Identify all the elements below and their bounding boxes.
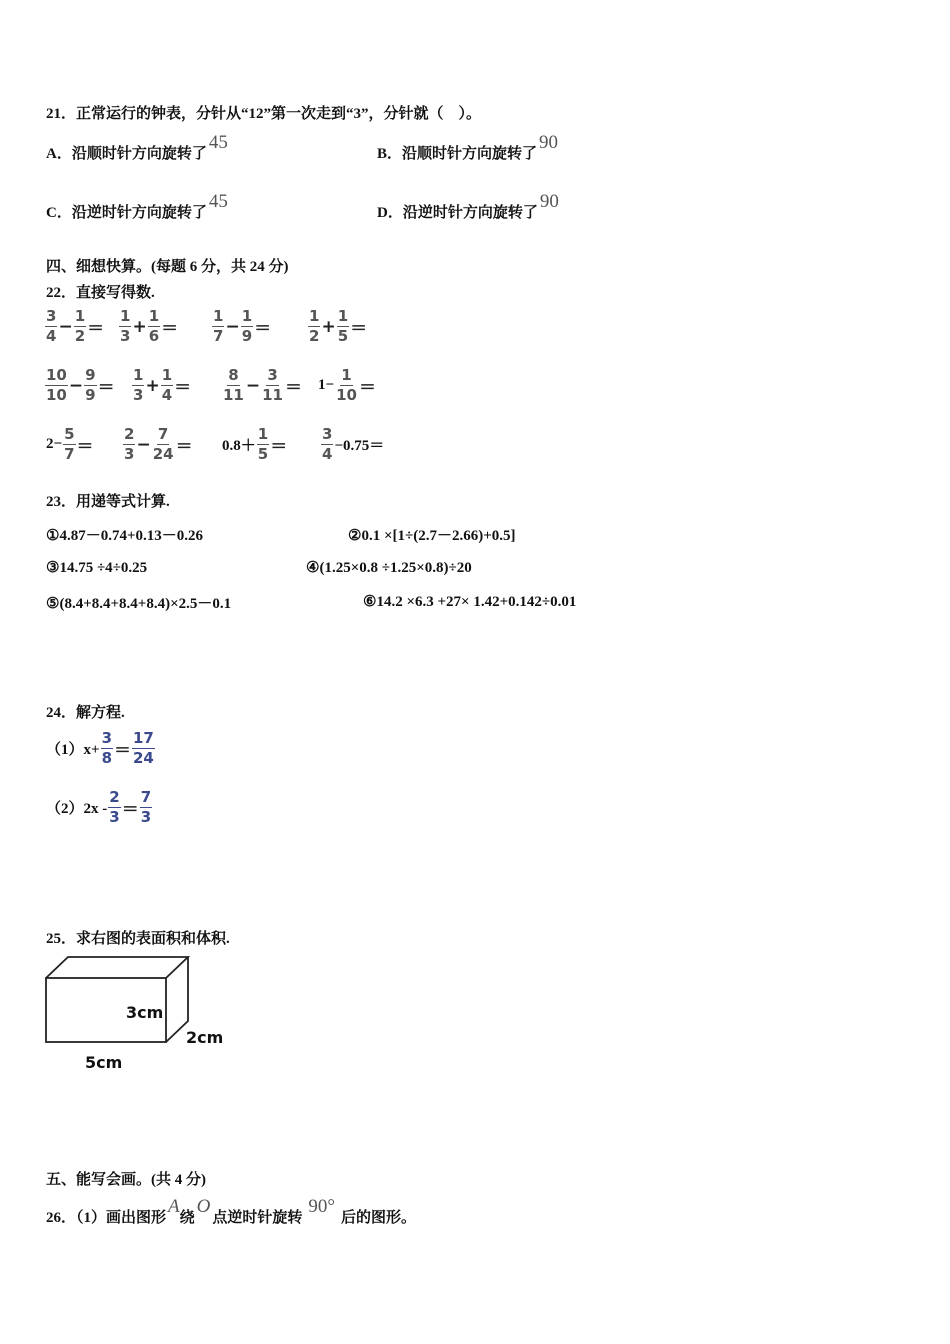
q23-item-6: ⑥14.2 ×6.3 +27× 1.42+0.142÷0.01 [363,594,577,610]
q24-equation-1: （1）x+ $\frac{3}{8}$ ＝ $\frac{17}{24}$ [46,729,154,767]
q22-item-7: $\frac{8}{11}$ − $\frac{3}{11}$ ＝ [223,366,302,404]
q22-stem: 22．直接写得数. [46,285,155,301]
cuboid-depth-label: 2cm [186,1028,224,1047]
q21-option-b[interactable]: B．沿顺时针方向旋转了90 [377,132,559,162]
cuboid-height-label: 3cm [126,1003,164,1022]
q22-item-10: $\frac{2}{3}$ − $\frac{7}{24}$ ＝ [124,425,193,463]
q21-option-a[interactable]: A．沿顺时针方向旋转了45 [46,132,228,162]
q23-stem: 23．用递等式计算. [46,494,170,510]
q23-item-3: ③14.75 ÷4÷0.25 [46,560,148,576]
q24-stem: 24．解方程. [46,705,125,721]
q22-item-4: $\frac{1}{2}$ + $\frac{1}{5}$ ＝ [309,307,368,345]
q26-item-1: 26．（1）画出图形A绕O点逆时针旋转90°后的图形。 [46,1196,417,1226]
q23-item-5: ⑤(8.4+8.4+8.4+8.4)×2.5－0.1 [46,596,232,612]
q22-item-1: $\frac{3}{4}$ − $\frac{1}{2}$ ＝ [46,307,105,345]
q22-item-12: $\frac{3}{4}$ −0.75＝ [322,425,385,463]
cuboid-length-label: 5cm [85,1053,123,1072]
section-5-title: 五、能写会画。(共 4 分) [46,1172,206,1188]
angle-value: 90° [308,1196,335,1217]
symbol-o: O [196,1196,211,1217]
q22-item-8: 1− $\frac{1}{10}$ ＝ [318,366,376,404]
q23-item-4: ④(1.25×0.8 ÷1.25×0.8)÷20 [306,560,472,576]
q21-option-c[interactable]: C．沿逆时针方向旋转了45 [46,191,228,221]
q21-stem: 21．正常运行的钟表，分针从“12”第一次走到“3”，分针就（ ）。 [46,106,482,122]
cuboid-side-face [166,957,188,1042]
q22-item-2: $\frac{1}{3}$ + $\frac{1}{6}$ ＝ [120,307,179,345]
q21-option-d[interactable]: D．沿逆时针方向旋转了90 [377,191,559,221]
q22-item-9: 2− $\frac{5}{7}$ ＝ [46,425,94,463]
section-4-title: 四、细想快算。(每题 6 分，共 24 分) [46,259,289,275]
symbol-a: A [168,1196,180,1217]
q22-item-6: $\frac{1}{3}$ + $\frac{1}{4}$ ＝ [133,366,192,404]
cuboid-top-face [46,957,188,978]
q25-stem: 25．求右图的表面积和体积. [46,931,230,947]
q24-equation-2: （2）2x - $\frac{2}{3}$ ＝ $\frac{7}{3}$ [46,788,152,826]
q22-item-11: 0.8＋ $\frac{1}{5}$ ＝ [222,425,288,463]
q22-item-5: $\frac{10}{10}$ − $\frac{9}{9}$ ＝ [46,366,115,404]
q23-item-1: ①4.87－0.74+0.13－0.26 [46,528,203,544]
q23-item-2: ②0.1 ×[1÷(2.7－2.66)+0.5] [348,528,516,544]
q22-item-3: $\frac{1}{7}$ − $\frac{1}{9}$ ＝ [213,307,272,345]
